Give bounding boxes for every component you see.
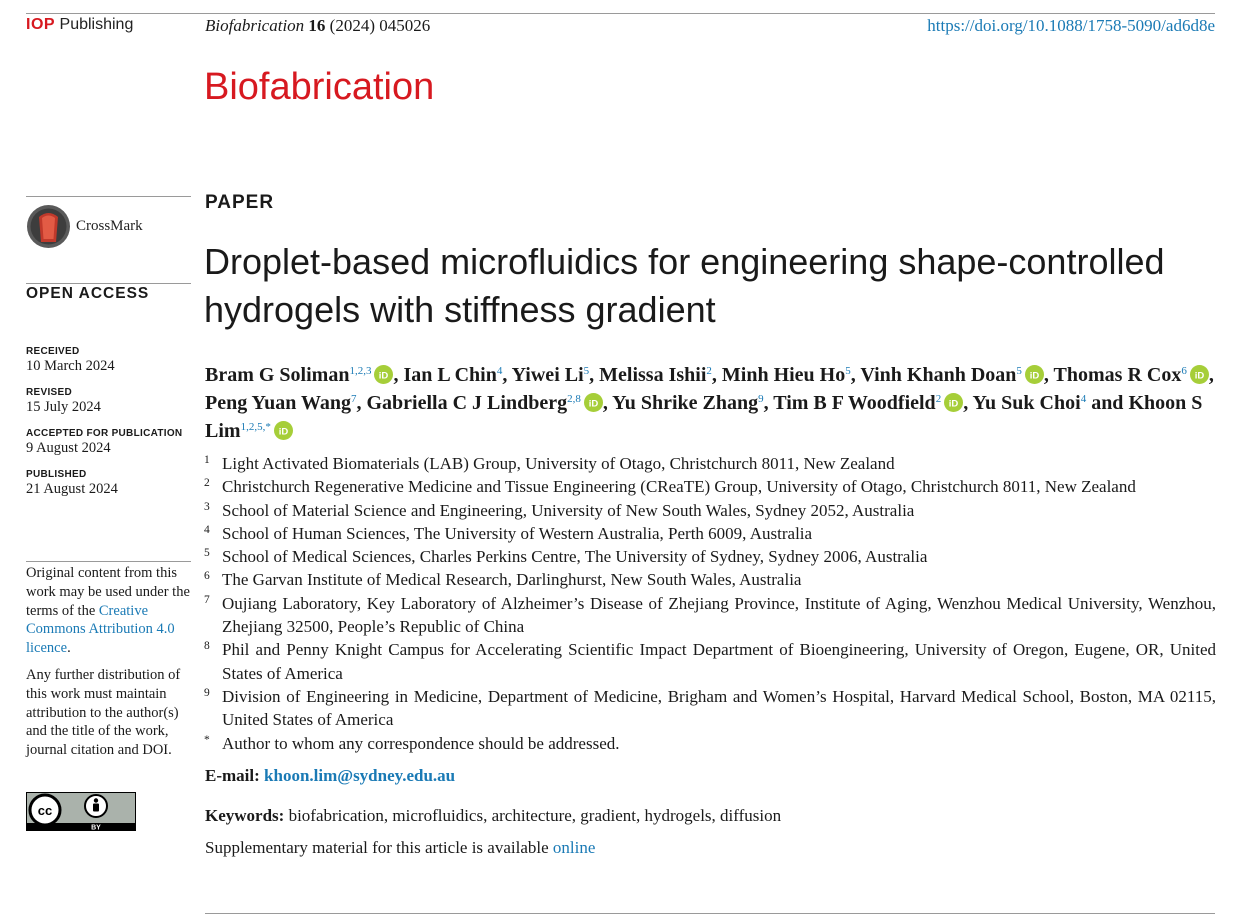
keywords	[205, 806, 781, 826]
author-affiliation-ref[interactable]: 6	[1181, 365, 1187, 377]
received-label: RECEIVED	[26, 346, 80, 357]
author-list	[205, 361, 1230, 445]
crossmark-icon	[26, 204, 71, 249]
svg-text:iD: iD	[379, 370, 389, 382]
crossmark-badge[interactable]	[26, 204, 143, 249]
author-separator: ,	[502, 364, 512, 386]
author-affiliation-ref[interactable]: 2	[935, 393, 942, 405]
affiliation	[204, 685, 1216, 732]
affiliation-number: 8	[204, 640, 210, 653]
keywords-text: biofabrication, microfluidics, architecture, gradient, hydrogels, diffusion	[288, 806, 782, 825]
orcid-icon[interactable]	[1190, 364, 1209, 383]
affiliation	[204, 545, 1216, 568]
author-separator: ,	[763, 392, 774, 414]
cc-license-link[interactable]: Creative Commons Attribution 4.0 licence	[26, 602, 175, 657]
author-affiliation-ref[interactable]: 4	[1080, 393, 1087, 405]
author-affiliation-ref[interactable]: 5	[845, 365, 851, 377]
supplementary-material	[205, 838, 595, 858]
affiliation-number: *	[204, 733, 210, 746]
affiliation	[204, 592, 1216, 639]
article-type: PAPER	[205, 192, 275, 213]
author-separator: ,	[850, 364, 861, 386]
affiliation-text: Oujiang Laboratory, Key Laboratory of Alzheimer’s Disease of Zhejiang Province, Institute of Aging, Wenzhou Medical University, Wenzhou, Zhejiang 32500, People’s Republic of China	[222, 593, 1216, 637]
affiliation-text: Christchurch Regenerative Medicine and Tissue Engineering (CReaTE) Group, University of Otago, Christchurch 8011, New Zealand	[222, 477, 1136, 497]
license-statement	[26, 564, 194, 768]
sidebar-rule-mid	[26, 283, 191, 284]
affiliation	[204, 475, 1216, 498]
cc-by-text: BY	[91, 824, 101, 831]
license-text: Original content from this work may be used under the terms of the	[26, 565, 190, 619]
affiliation	[204, 522, 1216, 545]
author-separator: ,	[356, 392, 367, 414]
affiliation-list	[204, 452, 1216, 755]
revised-label: REVISED	[26, 387, 73, 398]
open-access-label: OPEN ACCESS	[26, 285, 150, 302]
published-date: 21 August 2024	[26, 481, 118, 497]
svg-text:iD: iD	[1029, 370, 1040, 382]
svg-text:iD: iD	[278, 426, 289, 438]
doi-link[interactable]: https://doi.org/10.1088/1758-5090/ad6d8e	[927, 16, 1215, 35]
author-name[interactable]: Thomas R Cox	[1053, 364, 1182, 386]
crossmark-label: CrossMark	[76, 218, 143, 234]
author-name[interactable]: Yu Suk Choi	[972, 392, 1081, 414]
author-name[interactable]: Bram G Soliman	[205, 364, 350, 386]
orcid-icon[interactable]	[584, 392, 603, 411]
svg-text:cc: cc	[37, 803, 53, 818]
year-article-number: (2024) 045026	[329, 16, 431, 35]
svg-text:iD: iD	[588, 398, 599, 410]
author-name[interactable]: Yu Shrike Zhang	[612, 392, 759, 414]
cc-by-badge[interactable]	[26, 792, 136, 836]
email-link[interactable]: khoon.lim@sydney.edu.au	[264, 766, 456, 785]
author-separator: ,	[602, 392, 613, 414]
orcid-icon[interactable]	[374, 364, 393, 383]
email-label: E-mail:	[205, 766, 260, 785]
cc-by-icon	[26, 792, 136, 831]
article-history	[26, 346, 191, 510]
affiliation	[204, 452, 1216, 475]
article-title: Droplet-based microfluidics for engineering shape-controlled hydrogels with stiffness gradient	[204, 241, 1165, 330]
author-name[interactable]: Vinh Khanh Doan	[860, 364, 1017, 386]
affiliation-text: School of Human Sciences, The University of Western Australia, Perth 6009, Australia	[222, 523, 813, 543]
journal-name: Biofabrication	[205, 16, 305, 35]
affiliation-text: Division of Engineering in Medicine, Department of Medicine, Brigham and Women’s Hospital, Harvard Medical School, Boston, MA 02115, United States of America	[222, 686, 1216, 730]
affiliation	[204, 638, 1216, 685]
orcid-icon[interactable]	[944, 392, 963, 411]
author-name[interactable]: Tim B F Woodfield	[773, 392, 936, 414]
header-rule	[26, 13, 1215, 14]
affiliation-number: 5	[204, 547, 210, 560]
author-separator: ,	[589, 364, 600, 386]
received-date: 10 March 2024	[26, 358, 115, 374]
affiliation-text: Phil and Penny Knight Campus for Accelerating Scientific Impact Department of Bioengineering, University of Oregon, Eugene, OR, United States of America	[222, 640, 1216, 683]
affiliation-number: 9	[204, 686, 210, 699]
corresponding-email	[205, 766, 455, 786]
accepted-date: 9 August 2024	[26, 440, 111, 456]
author-separator: and	[1086, 392, 1129, 414]
supplementary-text: Supplementary material for this article is available	[205, 838, 549, 857]
revised-date: 15 July 2024	[26, 399, 101, 415]
author-separator: ,	[1043, 364, 1054, 386]
author-affiliation-ref[interactable]: 1,2,5,*	[240, 421, 271, 433]
author-name[interactable]: Peng Yuan Wang	[205, 392, 351, 414]
author-affiliation-ref[interactable]: 4	[496, 365, 503, 377]
author-affiliation-ref[interactable]: 5	[583, 365, 590, 377]
author-affiliation-ref[interactable]: 9	[758, 393, 764, 405]
svg-text:iD: iD	[1194, 370, 1205, 382]
author-affiliation-ref[interactable]: 1,2,3	[349, 365, 372, 377]
author-name[interactable]: Gabriella C J Lindberg	[366, 392, 568, 414]
author-affiliation-ref[interactable]: 7	[351, 393, 357, 405]
iop-logo-mark: IOP	[26, 16, 56, 33]
orcid-icon[interactable]	[1025, 364, 1044, 383]
sidebar-rule-license	[26, 561, 191, 562]
author-name[interactable]: Khoon S Lim	[205, 392, 1203, 442]
author-separator: ,	[393, 364, 404, 386]
author-affiliation-ref[interactable]: 5	[1016, 365, 1022, 377]
sidebar-rule-top	[26, 196, 191, 197]
affiliation-number: 7	[204, 593, 210, 606]
license-paragraph-2: Any further distribution of this work must maintain attribution to the author(s) and the title of the work, journal citation and DOI.	[26, 666, 181, 759]
author-name[interactable]: Minh Hieu Ho	[721, 364, 846, 386]
affiliation-number: 2	[204, 477, 210, 490]
publisher-name: Publishing	[59, 16, 134, 33]
author-affiliation-ref[interactable]: 2,8	[567, 393, 581, 405]
affiliation-text: Light Activated Biomaterials (LAB) Group, University of Otago, Christchurch 8011, New Zealand	[222, 454, 895, 473]
supplementary-link[interactable]: online	[552, 838, 596, 857]
svg-text:iD: iD	[948, 398, 959, 410]
affiliation-text: The Garvan Institute of Medical Research, Darlinghurst, New South Wales, Australia	[222, 570, 802, 590]
affiliation	[204, 568, 1216, 591]
license-paragraph-1	[26, 564, 194, 658]
affiliation-text: School of Medical Sciences, Charles Perkins Centre, The University of Sydney, Sydney 2006, Australia	[222, 547, 928, 567]
author-name[interactable]: Ian L Chin	[403, 364, 497, 386]
affiliation	[204, 732, 1216, 755]
affiliation-number: 6	[204, 570, 210, 583]
author-separator: ,	[1208, 364, 1214, 386]
author-separator: ,	[963, 392, 973, 414]
footer-rule	[205, 913, 1215, 914]
orcid-icon[interactable]	[274, 420, 293, 439]
keywords-label: Keywords:	[205, 806, 285, 825]
author-separator: ,	[711, 364, 722, 386]
publisher-logo[interactable]	[26, 16, 133, 34]
affiliation	[204, 499, 1216, 522]
journal-volume: 16	[308, 16, 326, 35]
affiliation-number: 4	[204, 523, 210, 536]
published-label: PUBLISHED	[26, 469, 87, 480]
journal-reference	[205, 16, 430, 36]
accepted-label: ACCEPTED FOR PUBLICATION	[26, 428, 183, 439]
author-name[interactable]: Yiwei Li	[511, 364, 584, 386]
license-text-end: .	[67, 640, 71, 657]
affiliation-text: Author to whom any correspondence should be addressed.	[222, 733, 620, 753]
affiliation-number: 3	[204, 500, 210, 513]
author-affiliation-ref[interactable]: 2	[706, 365, 712, 377]
journal-title: Biofabrication	[204, 66, 435, 108]
affiliation-number: 1	[204, 454, 210, 466]
author-name[interactable]: Melissa Ishii	[599, 364, 707, 386]
affiliation-text: School of Material Science and Engineering, University of New South Wales, Sydney 2052, Australia	[222, 500, 915, 520]
